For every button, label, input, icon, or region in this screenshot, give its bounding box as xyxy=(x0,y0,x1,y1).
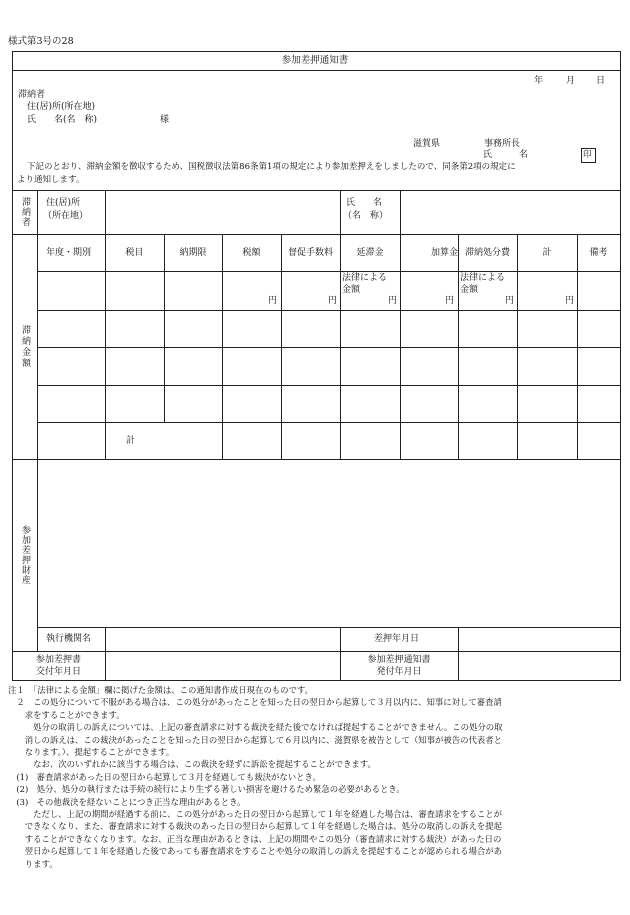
col-fiscal-period: 年度・期別 xyxy=(46,248,92,258)
note-line: 求をすることができます。 xyxy=(8,709,125,720)
disposition-legal-1: 法律による xyxy=(460,273,506,283)
note-line: 翌日から起算して１年を経過した後であっても審査請求をすることや処分の取消しの訴えを提起することが認められる場合があ xyxy=(8,846,503,857)
note-line: 注１ 「法律による金額」欄に掲げた金額は、この通知書作成日現在のものです。 xyxy=(8,685,314,695)
issuer-office: 事務所長 xyxy=(484,139,521,149)
date-day: 日 xyxy=(596,76,606,86)
note-line: なります。）、提起することができます。 xyxy=(8,747,175,758)
note-line: ２ この処分について不服がある場合は、この処分があったことを知った日の翌日から起算して３月以内に、知事に対して審査請 xyxy=(8,697,502,708)
issue-date-label-2: 発付年月日 xyxy=(376,667,422,677)
date-year: 年 xyxy=(534,76,544,86)
intro-line-1: 下記のとおり、滞納金額を徴収するため、国税徴収法第86条第1項の規定により参加差押えをしましたので、同条第2項の規定に xyxy=(27,162,516,172)
seal-mark: 印 xyxy=(583,150,592,160)
yen-surcharge: 円 xyxy=(445,296,455,306)
note-line: することができなくなります。なお、正当な理由があるときは、上記の期間やこの処分（審査請求に対する裁決）があった日の xyxy=(8,833,502,844)
notice-date-label-2: 交付年月日 xyxy=(35,667,81,677)
issuer-name-label: 氏 名 xyxy=(483,150,529,160)
delinquent-name-label-2: （名 称） xyxy=(343,211,389,221)
yen-dunning-fee: 円 xyxy=(328,296,338,306)
agency-label: 執行機関名 xyxy=(46,634,92,644)
yen-total: 円 xyxy=(565,296,575,306)
total-row-label: 計 xyxy=(126,436,136,446)
col-disposition-cost: 滞納処分費 xyxy=(464,248,510,258)
note-line: (2) 処分、処分の執行または手続の続行により生ずる著しい損害を避けるため緊急の必要があるとき。 xyxy=(8,784,405,795)
document-title: 参加差押通知書 xyxy=(281,55,349,66)
date-month: 月 xyxy=(566,76,576,86)
late-fee-legal-2: 金額 xyxy=(342,285,361,295)
col-late-fee: 延滞金 xyxy=(356,248,384,258)
recipient-honorific: 様 xyxy=(160,115,170,125)
delinquent-section-label: 滞納者 xyxy=(20,197,30,227)
note-line: 消しの訴えは、この裁決があったことを知った日の翌日から起算して６月以内に、滋賀県を被告として（知事が被告の代表者と xyxy=(8,734,503,745)
recipient-name-label: 氏 名(名 称) xyxy=(27,115,98,125)
col-total: 計 xyxy=(542,248,552,258)
delinquent-address-label-2: （所在地） xyxy=(43,211,89,221)
property-section-label: 参加差押財産 xyxy=(20,525,30,585)
notes-section xyxy=(8,684,624,870)
col-remarks: 備考 xyxy=(589,248,608,258)
col-tax-item: 税目 xyxy=(125,248,144,258)
issuer-prefecture: 滋賀県 xyxy=(413,139,441,149)
late-fee-legal-1: 法律による xyxy=(342,273,388,283)
recipient-label: 滞納者 xyxy=(18,90,46,100)
form-number: 様式第3号の28 xyxy=(8,36,74,47)
col-dunning-fee: 督促手数料 xyxy=(287,248,333,258)
yen-disposition-cost: 円 xyxy=(505,296,515,306)
note-line: ります。 xyxy=(8,858,58,869)
note-line: なお、次のいずれかに該当する場合は、この裁決を経ずに訴訟を提起することができます。 xyxy=(8,759,376,770)
note-line: ただし、上記の期間が経過する前に、この処分があった日の翌日から起算して１年を経過した場合は、審査請求をすることが xyxy=(8,809,503,820)
note-line: できなくなり、また、審査請求に対する裁決のあった日の翌日から起算して１年を経過した場合は、処分の取消しの訴えを提起 xyxy=(8,821,503,832)
note-line: (3) その他裁決を経ないことにつき正当な理由があるとき。 xyxy=(8,796,246,807)
yen-late-fee: 円 xyxy=(388,296,398,306)
issue-date-label-1: 参加差押通知書 xyxy=(367,655,431,665)
intro-line-2: より通知します。 xyxy=(17,175,85,185)
delinquent-name-label-1: 氏 名 xyxy=(346,198,383,208)
notice-date-label-1: 参加差押書 xyxy=(35,655,81,665)
col-due-date: 納期限 xyxy=(179,248,207,258)
disposition-legal-2: 金額 xyxy=(460,285,479,295)
note-line: 処分の取消しの訴えについては、上記の審査請求に対する裁決を経た後でなければ提起することができません。この処分の取 xyxy=(8,722,503,733)
seal-box xyxy=(581,148,596,163)
col-tax-amount: 税額 xyxy=(242,248,261,258)
col-surcharge: 加算金 xyxy=(430,248,458,258)
recipient-address-label: 住(居)所(所在地) xyxy=(27,102,96,112)
yen-tax-amount: 円 xyxy=(268,296,278,306)
note-line: (1) 審査請求があった日の翌日から起算して３月を経過しても裁決がないとき。 xyxy=(8,771,321,782)
amounts-section-label: 滞納金額 xyxy=(20,324,30,369)
seizure-date-label: 差押年月日 xyxy=(374,634,420,644)
delinquent-address-label-1: 住(居)所 xyxy=(46,198,81,208)
